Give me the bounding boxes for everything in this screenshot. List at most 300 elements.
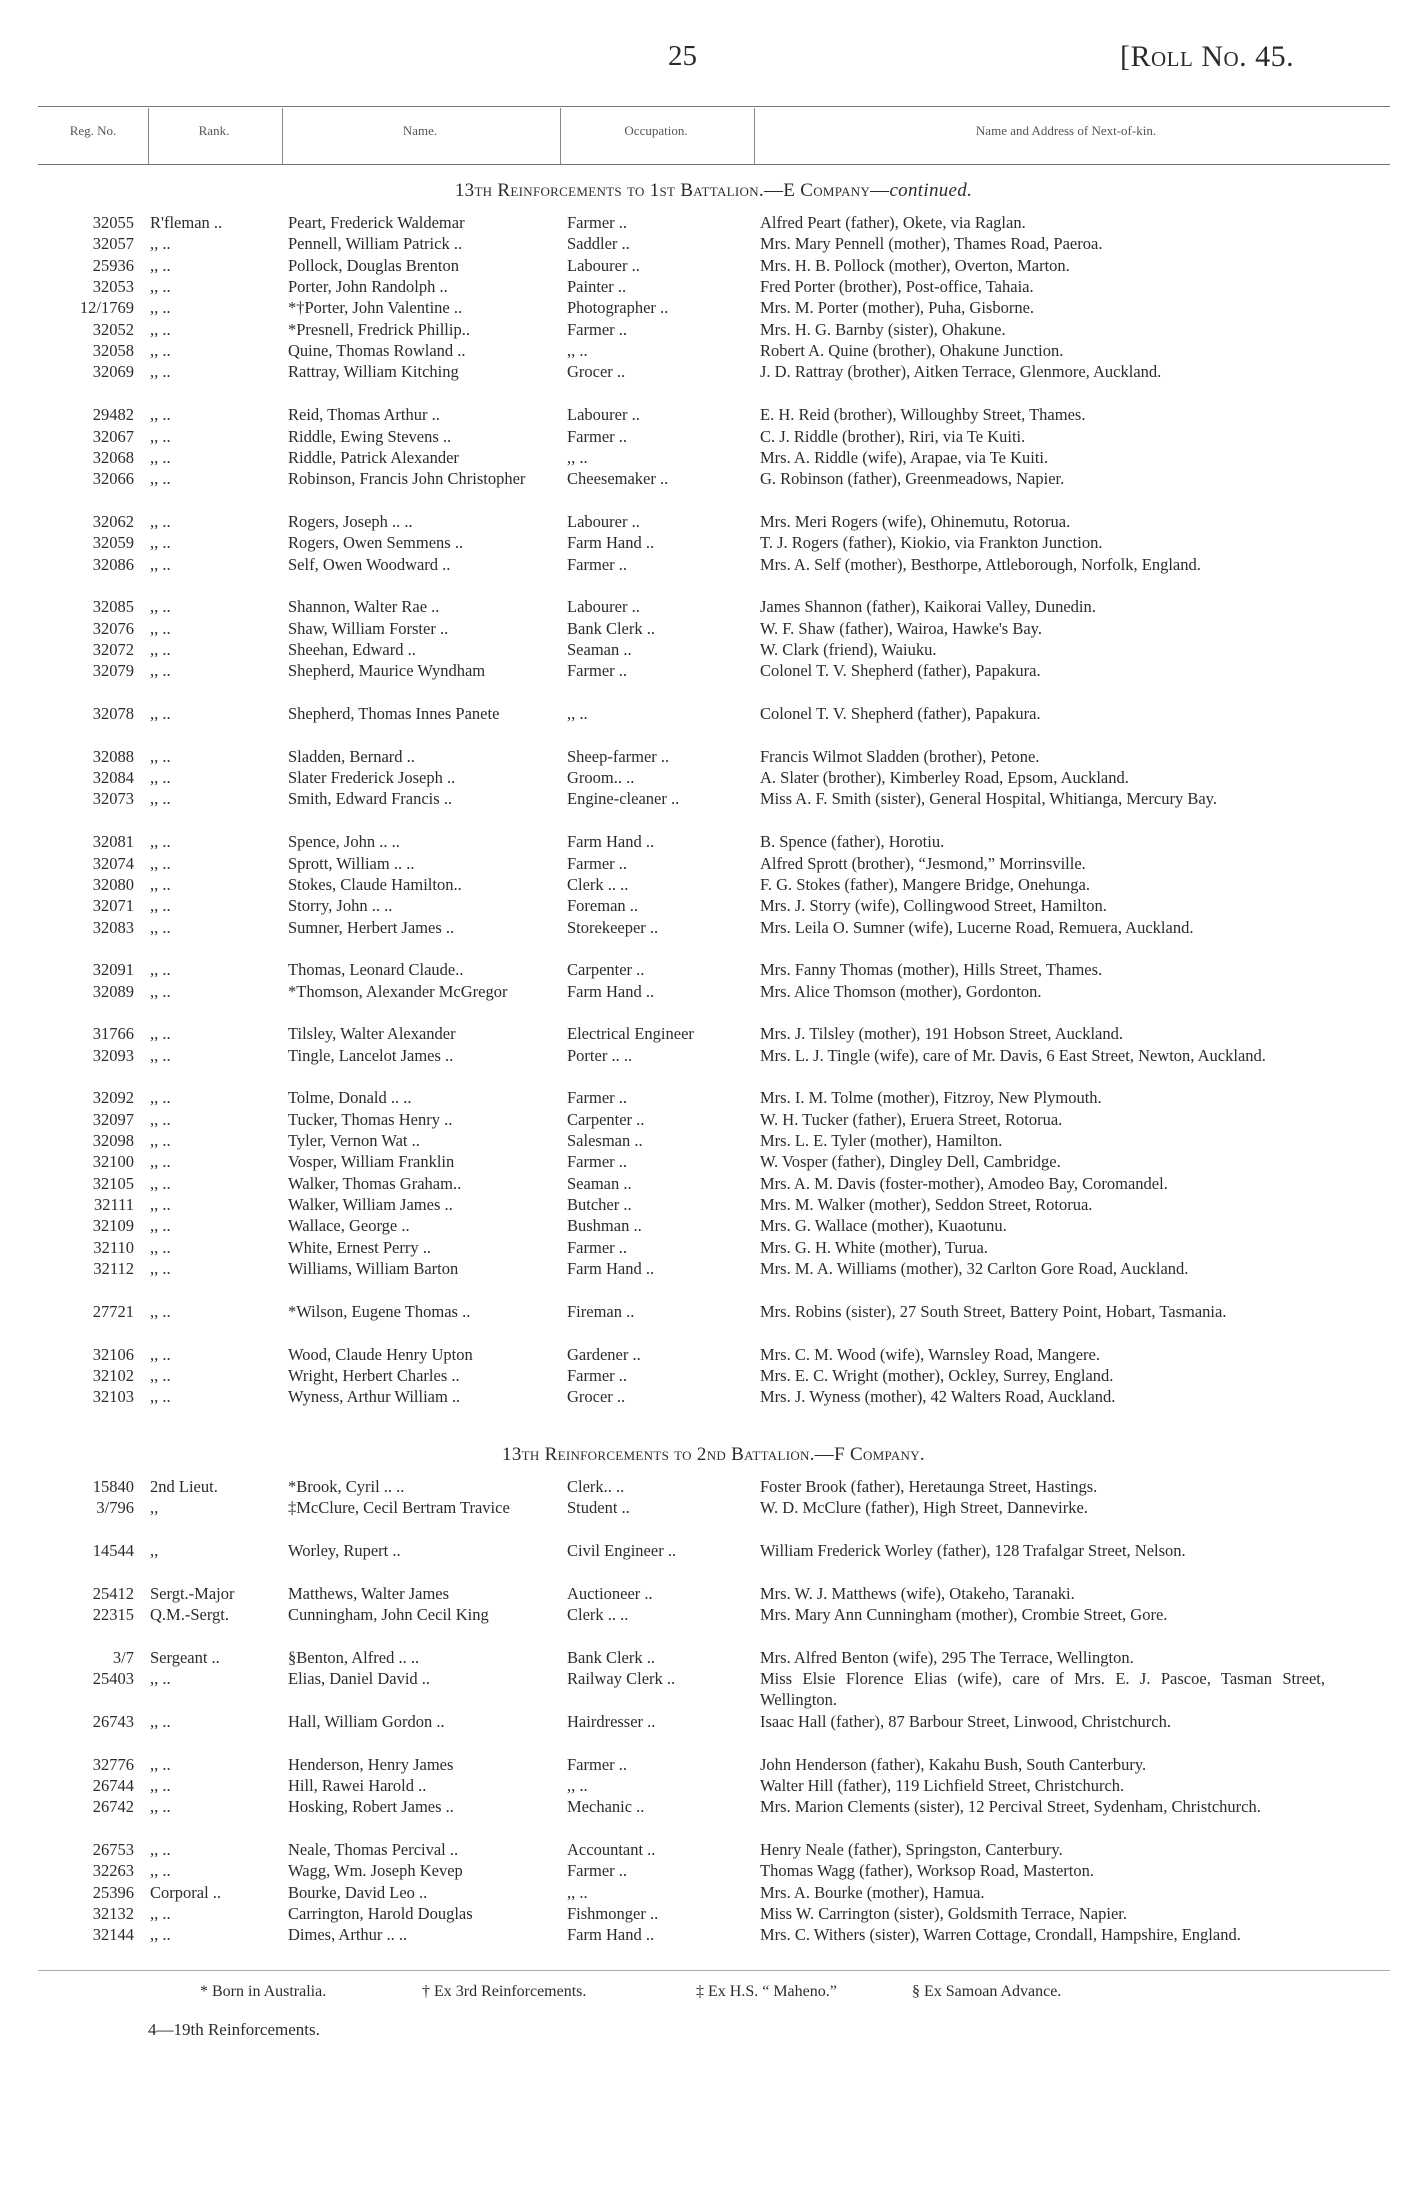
occupation: Farmer ..	[567, 554, 628, 574]
rank: ,, ..	[150, 874, 171, 894]
next-of-kin: Francis Wilmot Sladden (brother), Petone.	[760, 746, 1040, 766]
reg-number: 32102	[92, 1365, 134, 1385]
occupation: Farm Hand ..	[567, 1925, 655, 1945]
section-title-e-company	[0, 180, 1427, 202]
reg-number: 32080	[92, 874, 134, 894]
next-of-kin: Mrs. A. Bourke (mother), Hamua.	[760, 1882, 985, 1902]
occupation: Farm Hand ..	[567, 981, 655, 1001]
occupation: Labourer ..	[567, 405, 640, 425]
occupation: ,, ..	[567, 1775, 588, 1795]
next-of-kin: Mrs. Alice Thomson (mother), Gordonton.	[760, 981, 1042, 1001]
occupation: Farm Hand ..	[567, 1259, 655, 1279]
next-of-kin: W. H. Tucker (father), Eruera Street, Rotorua.	[760, 1109, 1063, 1129]
soldier-name: Robinson, Francis John Christopher	[288, 469, 526, 489]
next-of-kin: Mrs. A. M. Davis (foster-mother), Amodeo Bay, Coromandel.	[760, 1173, 1168, 1193]
soldier-name: Cunningham, John Cecil King	[288, 1605, 489, 1625]
reg-number: 26744	[92, 1775, 134, 1795]
occupation: Farmer ..	[567, 1152, 628, 1172]
reg-number: 14544	[92, 1541, 134, 1561]
next-of-kin: Mrs. Leila O. Sumner (wife), Lucerne Road, Remuera, Auckland.	[760, 917, 1194, 937]
reg-number: 32776	[92, 1754, 134, 1774]
rank: ,, ..	[150, 768, 171, 788]
occupation: Farmer ..	[567, 319, 628, 339]
rank: ,, ..	[150, 853, 171, 873]
soldier-name: Pollock, Douglas Brenton	[288, 255, 459, 275]
soldier-name: Hill, Rawei Harold ..	[288, 1775, 427, 1795]
occupation: Foreman ..	[567, 896, 639, 916]
rank: ,, ..	[150, 917, 171, 937]
occupation: Engine-cleaner ..	[567, 789, 680, 809]
soldier-name: Elias, Daniel David ..	[288, 1669, 431, 1689]
next-of-kin: Mrs. J. Tilsley (mother), 191 Hobson Street, Auckland.	[760, 1024, 1123, 1044]
occupation: Storekeeper ..	[567, 917, 659, 937]
reg-number: 32109	[92, 1216, 134, 1236]
soldier-name: §Benton, Alfred .. ..	[288, 1647, 420, 1667]
rank: ,, ..	[150, 1088, 171, 1108]
next-of-kin: Isaac Hall (father), 87 Barbour Street, Linwood, Christchurch.	[760, 1711, 1171, 1731]
soldier-name: Neale, Thomas Percival ..	[288, 1839, 459, 1859]
rank: ,, ..	[150, 1711, 171, 1731]
section-title-text: 13th Reinforcements to 2nd Battalion.—F Company.	[502, 1444, 925, 1465]
next-of-kin: A. Slater (brother), Kimberley Road, Epsom, Auckland.	[760, 768, 1129, 788]
page-number: 25	[668, 40, 697, 72]
next-of-kin: Mrs. Mary Pennell (mother), Thames Road, Paeroa.	[760, 234, 1103, 254]
rank: ,, ..	[150, 298, 171, 318]
occupation: Grocer ..	[567, 362, 626, 382]
rank: ,, ..	[150, 1109, 171, 1129]
next-of-kin: Mrs. H. B. Pollock (mother), Overton, Marton.	[760, 255, 1070, 275]
occupation: Saddler ..	[567, 234, 630, 254]
next-of-kin: Mrs. A. Riddle (wife), Arapae, via Te Kuiti.	[760, 447, 1049, 467]
reg-number: 26742	[92, 1797, 134, 1817]
reg-number: 32071	[92, 896, 134, 916]
next-of-kin: Mrs. J. Wyness (mother), 42 Walters Road, Auckland.	[760, 1387, 1116, 1407]
rank: ,, ..	[150, 789, 171, 809]
occupation: Auctioneer ..	[567, 1583, 653, 1603]
soldier-name: Shaw, William Forster ..	[288, 618, 449, 638]
soldier-name: Peart, Frederick Waldemar	[288, 213, 465, 232]
soldier-name: Wallace, George ..	[288, 1216, 410, 1236]
footnote-ex-3rd-reinforcements: † Ex 3rd Reinforcements.	[422, 1983, 587, 2000]
rank: 2nd Lieut.	[150, 1477, 218, 1496]
next-of-kin: Mrs. I. M. Tolme (mother), Fitzroy, New Plymouth.	[760, 1088, 1102, 1108]
soldier-name: Wagg, Wm. Joseph Kevep	[288, 1861, 463, 1881]
reg-number: 25403	[92, 1669, 134, 1689]
next-of-kin: Robert A. Quine (brother), Ohakune Junction.	[760, 341, 1064, 361]
soldier-name: Shepherd, Maurice Wyndham	[288, 661, 486, 681]
rank: ,, ..	[150, 746, 171, 766]
header-divider	[560, 108, 561, 164]
reg-number: 32086	[92, 554, 134, 574]
occupation: Farmer ..	[567, 853, 628, 873]
soldier-name: *Presnell, Fredrick Phillip..	[288, 319, 470, 339]
header-bottom-rule	[38, 164, 1390, 165]
next-of-kin: Mrs. M. A. Williams (mother), 32 Carlton Gore Road, Auckland.	[760, 1259, 1189, 1279]
reg-number: 32081	[92, 832, 134, 852]
reg-number: 32089	[92, 981, 134, 1001]
occupation: Farm Hand ..	[567, 533, 655, 553]
next-of-kin: Mrs. H. G. Barnby (sister), Ohakune.	[760, 319, 1006, 339]
section-title-f-company	[0, 1444, 1427, 1466]
next-of-kin: Mrs. G. Wallace (mother), Kuaotunu.	[760, 1216, 1007, 1236]
reg-number: 32068	[92, 447, 134, 467]
occupation: Clerk.. ..	[567, 1477, 625, 1496]
reg-number: 32100	[92, 1152, 134, 1172]
occupation: Seaman ..	[567, 640, 632, 659]
occupation: Salesman ..	[567, 1131, 643, 1151]
reg-number: 32052	[92, 319, 134, 339]
rank: ,, ..	[150, 1925, 171, 1945]
soldier-name: Sheehan, Edward ..	[288, 640, 416, 659]
rank: ,, ..	[150, 319, 171, 339]
next-of-kin: Mrs. Meri Rogers (wife), Ohinemutu, Rotorua.	[760, 511, 1071, 531]
rank: ,, ..	[150, 1797, 171, 1817]
occupation: ,, ..	[567, 447, 588, 467]
footnote-rule	[38, 1970, 1390, 1971]
rank: ,, ..	[150, 277, 171, 297]
next-of-kin: E. H. Reid (brother), Willoughby Street, Thames.	[760, 405, 1086, 425]
occupation: ,, ..	[567, 1882, 588, 1902]
soldier-name: Tucker, Thomas Henry ..	[288, 1109, 453, 1129]
header-divider	[282, 108, 283, 164]
next-of-kin: Mrs. Marion Clements (sister), 12 Percival Street, Sydenham, Christchurch.	[760, 1797, 1261, 1817]
soldier-name: Tilsley, Walter Alexander	[288, 1024, 456, 1044]
section-title-continued: continued.	[889, 180, 973, 201]
reg-number: 22315	[92, 1605, 134, 1625]
rank: ,, ..	[150, 362, 171, 382]
soldier-name: Tyler, Vernon Wat ..	[288, 1131, 420, 1151]
soldier-name: Sladden, Bernard ..	[288, 746, 415, 766]
soldier-name: Quine, Thomas Rowland ..	[288, 341, 466, 361]
soldier-name: *Brook, Cyril .. ..	[288, 1477, 405, 1496]
reg-number: 32112	[93, 1259, 134, 1279]
next-of-kin: John Henderson (father), Kakahu Bush, South Canterbury.	[760, 1754, 1147, 1774]
occupation: Labourer ..	[567, 511, 640, 531]
rank: ,, ..	[150, 1839, 171, 1859]
next-of-kin: Mrs. Mary Ann Cunningham (mother), Crombie Street, Gore.	[760, 1605, 1168, 1625]
next-of-kin: Colonel T. V. Shepherd (father), Papakura.	[760, 704, 1041, 724]
rank: ,, ..	[150, 1861, 171, 1881]
next-of-kin: Mrs. E. C. Wright (mother), Ockley, Surrey, England.	[760, 1365, 1114, 1385]
next-of-kin: Mrs. G. H. White (mother), Turua.	[760, 1237, 988, 1257]
soldier-name: White, Ernest Perry ..	[288, 1237, 431, 1257]
soldier-name: Smith, Edward Francis ..	[288, 789, 453, 809]
occupation: Seaman ..	[567, 1173, 632, 1193]
soldier-name: Hall, William Gordon ..	[288, 1711, 445, 1731]
reg-number: 32078	[92, 704, 134, 724]
occupation: Cheesemaker ..	[567, 469, 669, 489]
reg-number: 26753	[92, 1839, 134, 1859]
next-of-kin: W. Vosper (father), Dingley Dell, Cambridge.	[760, 1152, 1061, 1172]
reg-number: 32105	[92, 1173, 134, 1193]
occupation: Butcher ..	[567, 1195, 632, 1215]
rank: ,, ..	[150, 1259, 171, 1279]
reg-number: 32073	[92, 789, 134, 809]
rank: ,, ..	[150, 1045, 171, 1065]
next-of-kin: Mrs. Robins (sister), 27 South Street, Battery Point, Hobart, Tasmania.	[760, 1301, 1227, 1321]
occupation: Bank Clerk ..	[567, 618, 655, 638]
rank: ,, ..	[150, 1344, 171, 1364]
soldier-name: Self, Owen Woodward ..	[288, 554, 451, 574]
soldier-name: Porter, John Randolph ..	[288, 277, 448, 297]
reg-number: 32103	[92, 1387, 134, 1407]
soldier-name: Tolme, Donald .. ..	[288, 1088, 412, 1108]
rank: ,, ..	[150, 1237, 171, 1257]
occupation: Carpenter ..	[567, 1109, 645, 1129]
reg-number: 32055	[92, 213, 134, 232]
reg-number: 29482	[92, 405, 134, 425]
next-of-kin: Alfred Peart (father), Okete, via Raglan.	[760, 213, 1026, 232]
soldier-name: Pennell, William Patrick ..	[288, 234, 463, 254]
rank: ,, ..	[150, 597, 171, 617]
next-of-kin: Miss Elsie Florence Elias (wife), care of Mrs. E. J. Pascoe, Tasman Street, Wellington.	[760, 1669, 1325, 1710]
reg-number: 32084	[92, 768, 134, 788]
next-of-kin: Colonel T. V. Shepherd (father), Papakura.	[760, 661, 1041, 681]
reg-number: 32263	[92, 1861, 134, 1881]
rank: ,, ..	[150, 1173, 171, 1193]
reg-number: 32053	[92, 277, 134, 297]
occupation: Grocer ..	[567, 1387, 626, 1407]
footnote-ex-samoan-advance: § Ex Samoan Advance.	[912, 1983, 1062, 2000]
column-header-reg-no: Reg. No.	[69, 123, 117, 138]
reg-number: 32093	[92, 1045, 134, 1065]
soldier-name: Riddle, Patrick Alexander	[288, 447, 459, 467]
next-of-kin: B. Spence (father), Horotiu.	[760, 832, 945, 852]
reg-number: 32088	[92, 746, 134, 766]
roll-number: [Roll No. 45.	[1120, 40, 1295, 73]
soldier-name: Wyness, Arthur William ..	[288, 1387, 461, 1407]
reg-number: 32057	[92, 234, 134, 254]
soldier-name: Hosking, Robert James ..	[288, 1797, 454, 1817]
rank: ,, ..	[150, 896, 171, 916]
next-of-kin: Miss W. Carrington (sister), Goldsmith Terrace, Napier.	[760, 1904, 1127, 1923]
reg-number: 32072	[92, 640, 134, 659]
occupation: Accountant ..	[567, 1839, 656, 1859]
occupation: Porter .. ..	[567, 1045, 633, 1065]
occupation: Farmer ..	[567, 1088, 628, 1108]
occupation: Civil Engineer ..	[567, 1541, 677, 1561]
rank: ,, ..	[150, 1195, 171, 1215]
rank: ,, ..	[150, 1904, 171, 1923]
reg-number: 12/1769	[79, 298, 134, 318]
next-of-kin: W. F. Shaw (father), Wairoa, Hawke's Bay.	[760, 618, 1042, 638]
occupation: Carpenter ..	[567, 960, 645, 980]
soldier-name: *Wilson, Eugene Thomas ..	[288, 1301, 471, 1321]
next-of-kin: Thomas Wagg (father), Worksop Road, Masterton.	[760, 1861, 1094, 1881]
soldier-name: Tingle, Lancelot James ..	[288, 1045, 454, 1065]
reg-number: 25396	[92, 1882, 134, 1902]
rank: ,, ..	[150, 1387, 171, 1407]
soldier-name: Sumner, Herbert James ..	[288, 917, 455, 937]
column-header-next-of-kin: Name and Address of Next-of-kin.	[975, 123, 1157, 138]
next-of-kin: F. G. Stokes (father), Mangere Bridge, Onehunga.	[760, 874, 1090, 894]
reg-number: 32067	[92, 426, 134, 446]
reg-number: 32079	[92, 661, 134, 681]
occupation: Sheep-farmer ..	[567, 746, 670, 766]
soldier-name: Shepherd, Thomas Innes Panete	[288, 704, 500, 724]
reg-number: 32069	[92, 362, 134, 382]
next-of-kin: W. Clark (friend), Waiuku.	[760, 640, 937, 659]
rank: ,, ..	[150, 1152, 171, 1172]
rank: ,, ..	[150, 981, 171, 1001]
rank: ,, ..	[150, 832, 171, 852]
next-of-kin: Miss A. F. Smith (sister), General Hospital, Whitianga, Mercury Bay.	[760, 789, 1217, 809]
occupation: Bank Clerk ..	[567, 1647, 655, 1667]
rank: ,, ..	[150, 1216, 171, 1236]
occupation: Labourer ..	[567, 255, 640, 275]
next-of-kin: James Shannon (father), Kaikorai Valley, Dunedin.	[760, 597, 1096, 617]
soldier-name: *†Porter, John Valentine ..	[288, 298, 463, 318]
soldier-name: ‡McClure, Cecil Bertram Travice	[288, 1498, 510, 1518]
next-of-kin: Mrs. A. Self (mother), Besthorpe, Attleborough, Norfolk, England.	[760, 554, 1201, 574]
soldier-name: Williams, William Barton	[288, 1259, 459, 1279]
next-of-kin: T. J. Rogers (father), Kiokio, via Frankton Junction.	[760, 533, 1103, 553]
reg-number: 32110	[93, 1237, 134, 1257]
rank: ,, ..	[150, 405, 171, 425]
rank: Corporal ..	[150, 1882, 222, 1902]
reg-number: 32144	[92, 1925, 134, 1945]
next-of-kin: Mrs. J. Storry (wife), Collingwood Street, Hamilton.	[760, 896, 1107, 916]
rank: ,, ..	[150, 1131, 171, 1151]
next-of-kin: Foster Brook (father), Heretaunga Street, Hastings.	[760, 1477, 1098, 1496]
soldier-name: Riddle, Ewing Stevens ..	[288, 426, 452, 446]
rank: ,, ..	[150, 511, 171, 531]
reg-number: 32106	[92, 1344, 134, 1364]
soldier-name: Henderson, Henry James	[288, 1754, 454, 1774]
occupation: Photographer ..	[567, 298, 669, 318]
reg-number: 32062	[92, 511, 134, 531]
rank: ,, ..	[150, 533, 171, 553]
soldier-name: Vosper, William Franklin	[288, 1152, 455, 1172]
next-of-kin: Henry Neale (father), Springston, Canterbury.	[760, 1839, 1063, 1859]
reg-number: 3/796	[96, 1498, 134, 1518]
next-of-kin: Mrs. Fanny Thomas (mother), Hills Street, Thames.	[760, 960, 1103, 980]
header-divider	[754, 108, 755, 164]
occupation: Clerk .. ..	[567, 1605, 629, 1625]
reg-number: 15840	[92, 1477, 134, 1496]
soldier-name: Walker, William James ..	[288, 1195, 453, 1215]
next-of-kin: Fred Porter (brother), Post-office, Tahaia.	[760, 277, 1034, 297]
reg-number: 32091	[92, 960, 134, 980]
occupation: Railway Clerk ..	[567, 1669, 676, 1689]
rank: ,, ..	[150, 661, 171, 681]
rank: R'fleman ..	[150, 213, 223, 232]
reg-number: 32058	[92, 341, 134, 361]
soldier-name: Storry, John .. ..	[288, 896, 393, 916]
reg-number: 32076	[92, 618, 134, 638]
reg-number: 32132	[92, 1904, 134, 1923]
soldier-name: Rattray, William Kitching	[288, 362, 459, 382]
rank: ,, ..	[150, 234, 171, 254]
rank: ,, ..	[150, 341, 171, 361]
occupation: Student ..	[567, 1498, 630, 1518]
printer-mark: 4—19th Reinforcements.	[148, 2020, 320, 2039]
rank: ,, ..	[150, 960, 171, 980]
next-of-kin: Mrs. W. J. Matthews (wife), Otakeho, Taranaki.	[760, 1583, 1075, 1603]
occupation: Bushman ..	[567, 1216, 642, 1236]
rank: ,,	[150, 1498, 159, 1518]
soldier-name: Stokes, Claude Hamilton..	[288, 874, 462, 894]
occupation: Hairdresser ..	[567, 1711, 656, 1731]
occupation: Farmer ..	[567, 426, 628, 446]
next-of-kin: Mrs. Alfred Benton (wife), 295 The Terrace, Wellington.	[760, 1647, 1134, 1667]
soldier-name: Dimes, Arthur .. ..	[288, 1925, 408, 1945]
rank: ,, ..	[150, 1669, 171, 1689]
rank: ,, ..	[150, 447, 171, 467]
occupation: Labourer ..	[567, 597, 640, 617]
rank: ,, ..	[150, 1024, 171, 1044]
next-of-kin: Mrs. L. E. Tyler (mother), Hamilton.	[760, 1131, 1003, 1151]
soldier-name: Spence, John .. ..	[288, 832, 400, 852]
reg-number: 32083	[92, 917, 134, 937]
rank: ,, ..	[150, 1754, 171, 1774]
reg-number: 32059	[92, 533, 134, 553]
rank: ,, ..	[150, 640, 171, 659]
occupation: Farmer ..	[567, 1237, 628, 1257]
occupation: Electrical Engineer	[567, 1024, 694, 1044]
section-title-text: 13th Reinforcements to 1st Battalion.—E Company—	[454, 180, 890, 201]
rank: ,, ..	[150, 1775, 171, 1795]
rank: ,, ..	[150, 469, 171, 489]
occupation: ,, ..	[567, 341, 588, 361]
reg-number: 25936	[92, 255, 134, 275]
next-of-kin: Mrs. M. Walker (mother), Seddon Street, Rotorua.	[760, 1195, 1093, 1215]
occupation: Painter ..	[567, 277, 627, 297]
rank: ,, ..	[150, 255, 171, 275]
next-of-kin: G. Robinson (father), Greenmeadows, Napier.	[760, 469, 1065, 489]
reg-number: 32097	[92, 1109, 134, 1129]
occupation: Farmer ..	[567, 661, 628, 681]
soldier-name: Bourke, David Leo ..	[288, 1882, 428, 1902]
reg-number: 3/7	[112, 1647, 134, 1667]
reg-number: 26743	[92, 1711, 134, 1731]
rank: ,, ..	[150, 1365, 171, 1385]
rank: ,, ..	[150, 426, 171, 446]
occupation: Farmer ..	[567, 213, 628, 232]
occupation: Mechanic ..	[567, 1797, 645, 1817]
reg-number: 32085	[92, 597, 134, 617]
reg-number: 32092	[92, 1088, 134, 1108]
reg-number: 32066	[92, 469, 134, 489]
soldier-name: Wright, Herbert Charles ..	[288, 1365, 460, 1385]
next-of-kin: Mrs. C. Withers (sister), Warren Cottage, Crondall, Hampshire, England.	[760, 1925, 1241, 1945]
next-of-kin: W. D. McClure (father), High Street, Dannevirke.	[760, 1498, 1088, 1518]
rank: Q.M.-Sergt.	[150, 1605, 229, 1625]
soldier-name: Sprott, William .. ..	[288, 853, 415, 873]
footnote-born-australia: * Born in Australia.	[200, 1983, 327, 2000]
soldier-name: Carrington, Harold Douglas	[288, 1904, 473, 1923]
soldier-name: Thomas, Leonard Claude..	[288, 960, 464, 980]
occupation: Fishmonger ..	[567, 1904, 659, 1923]
rank: ,, ..	[150, 554, 171, 574]
occupation: Farm Hand ..	[567, 832, 655, 852]
next-of-kin: Mrs. L. J. Tingle (wife), care of Mr. Davis, 6 East Street, Newton, Auckland.	[760, 1045, 1266, 1065]
column-header-rank: Rank.	[198, 123, 230, 138]
rank: Sergt.-Major	[150, 1583, 235, 1603]
reg-number: 32074	[92, 853, 134, 873]
footnote-ex-maheno: ‡ Ex H.S. “ Maheno.”	[696, 1983, 837, 2000]
rank: Sergeant ..	[150, 1647, 220, 1667]
header-top-rule	[38, 106, 1390, 107]
occupation: Groom.. ..	[567, 768, 635, 788]
occupation: Farmer ..	[567, 1861, 628, 1881]
soldier-name: *Thomson, Alexander McGregor	[288, 981, 508, 1001]
soldier-name: Worley, Rupert ..	[288, 1541, 401, 1561]
rank: ,,	[150, 1541, 159, 1561]
rank: ,, ..	[150, 704, 171, 724]
soldier-name: Wood, Claude Henry Upton	[288, 1344, 473, 1364]
occupation: Clerk .. ..	[567, 874, 629, 894]
